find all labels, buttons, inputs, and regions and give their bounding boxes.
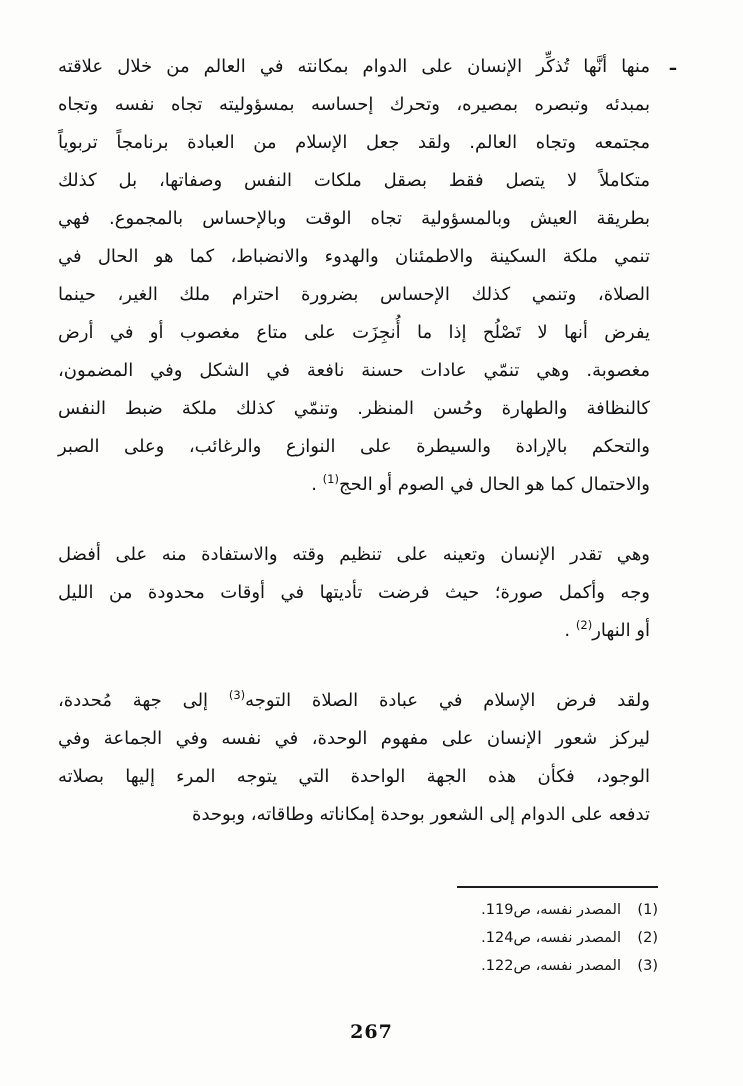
footnote-text: المصدر نفسه، ص119. — [481, 902, 621, 918]
paragraph — [58, 48, 676, 504]
text-line: مغصوبة. وهي تنمّي عادات حسنة نافعة في الشكل وفي المضمون، — [58, 360, 650, 381]
text-line: كالنظافة والطهارة وحُسن المنظر. وتنمّي كذلك ملكة ضبط النفس — [58, 398, 650, 419]
text-line: أو النهار$^{(2)}$ . — [564, 618, 650, 641]
text-line: ولقد فرض الإسلام في عبادة الصلاة التوجه$^{(3)}$ إلى جهة مُحددة، — [58, 688, 650, 711]
text-line: مجتمعه وتجاه العالم. ولقد جعل الإسلام من العبادة برنامجاً تربوياً — [58, 132, 650, 153]
text-line: ليركز شعور الإنسان على مفهوم الوحدة، في نفسه وفي الجماعة وفي — [58, 728, 650, 749]
text-line: والاحتمال كما هو الحال في الصوم أو الحج$^{(1)}$ . — [311, 472, 650, 495]
text-line: وجه وأكمل صورة؛ حيث فرضت تأديتها في أوقات محدودة من الليل — [58, 582, 650, 603]
footnotes-block — [481, 896, 658, 980]
footnote-text: المصدر نفسه، ص124. — [481, 930, 621, 946]
text-line: تنمي ملكة السكينة والاطمئنان والهدوء والانضباط، كما هو الحال في — [58, 246, 650, 267]
footnote-reference: (1) — [322, 472, 339, 486]
list-dash-marker: ـ — [669, 54, 676, 75]
text-line: الوجود، فكأن هذه الجهة الواحدة التي يتوجه المرء إليها بصلاته — [58, 766, 650, 787]
footnote-row — [481, 952, 658, 980]
paragraph — [58, 536, 650, 650]
footnote-row — [481, 924, 658, 952]
footnote-number: (2) — [637, 930, 658, 946]
footnote-reference: (2) — [575, 618, 593, 632]
text-line: وهي تقدر الإنسان وتعينه على تنظيم وقته والاستفادة منه على أفضل — [58, 544, 650, 565]
text-line: تدفعه على الدوام إلى الشعور بوحدة إمكاناته وطاقاته، وبوحدة — [192, 804, 650, 825]
main-text-block — [58, 48, 676, 834]
page-number: 267 — [350, 1021, 393, 1043]
footnote-row — [481, 896, 658, 924]
text-line: بطريقة العيش وبالمسؤولية تجاه الوقت وبالإحساس بالمجموع. فهي — [58, 208, 650, 229]
text-line: متكاملاً لا يتصل فقط بصقل ملكات النفس وصفاتها، بل كذلك — [58, 170, 650, 191]
text-line: يفرض أنها لا تَصْلُح إذا ما أُنجِزَت على متاع مغصوب أو في أرض — [58, 322, 650, 343]
footnote-separator-rule — [457, 886, 658, 888]
text-line: الصلاة، وتنمي كذلك الإحساس بضرورة احترام ملك الغير، حينما — [58, 284, 650, 305]
footnote-reference: (3) — [228, 688, 246, 702]
footnote-number: (1) — [637, 902, 658, 918]
footnote-text: المصدر نفسه، ص122. — [481, 958, 621, 974]
footnote-number: (3) — [637, 958, 658, 974]
text-line: بمبدئه وتبصره بمصيره، وتحرك إحساسه بمسؤوليته تجاه نفسه وتجاه — [58, 94, 650, 115]
text-line: والتحكم بالإرادة والسيطرة على النوازع والرغائب، وعلى الصبر — [58, 436, 650, 457]
paragraph — [58, 682, 650, 834]
text-line: منها أنَّها تُذكِّر الإنسان على الدوام بمكانته في العالم من خلال علاقته — [58, 56, 650, 77]
